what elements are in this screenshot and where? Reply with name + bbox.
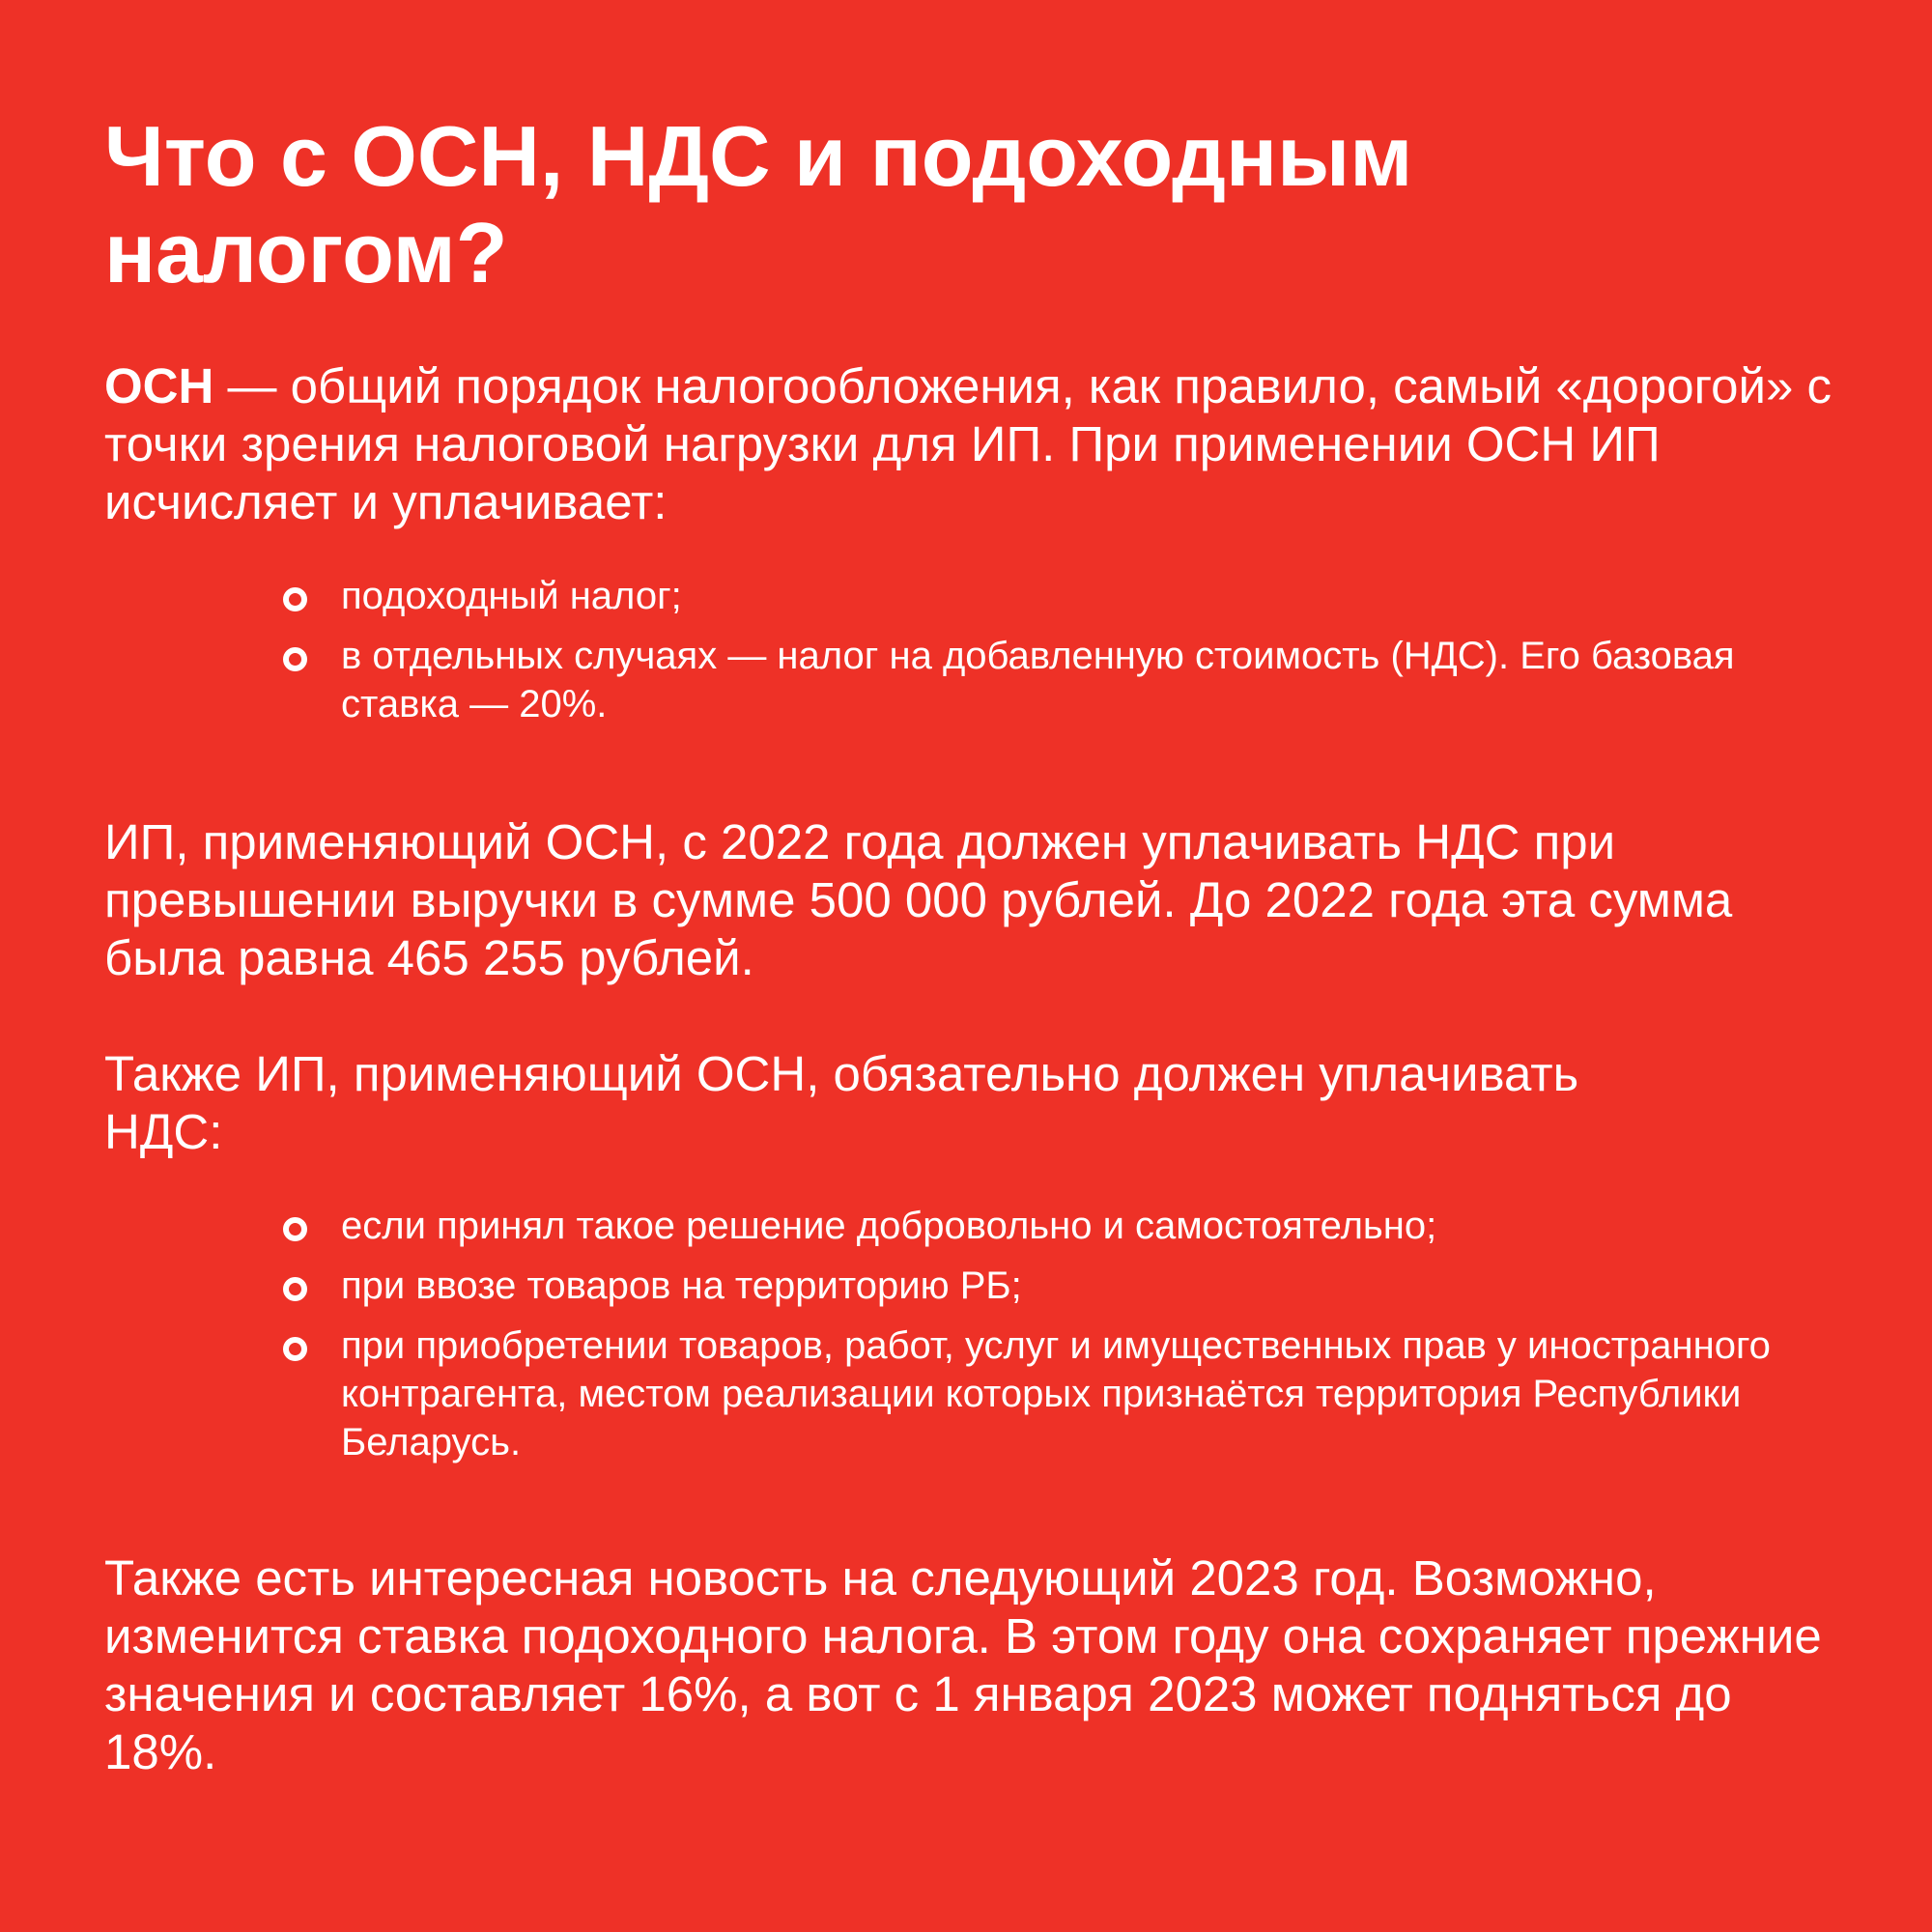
vat-cases-list [104,1202,1843,1466]
list-item-text: подоходный налог; [341,575,682,617]
list-item-text: при приобретении товаров, работ, услуг и имущественных прав у иностранного контрагента, местом реализации которых признаётся территория Республики Беларусь. [341,1324,1771,1463]
list-item [341,632,1848,728]
tax-list [104,572,1843,728]
vat-threshold-paragraph: ИП, применяющий ОСН, с 2022 года должен уплачивать НДС при превышении выручки в сумме 500 000 рублей. До 2022 года эта сумма была равна 465 255 рублей. [104,814,1733,985]
intro-paragraph [104,357,1833,531]
page-title: Что с ОСН, НДС и подоходным налогом? [104,108,1413,300]
intro-term: ОСН [104,358,214,413]
bullet-icon [283,587,307,611]
list-item-text: в отдельных случаях — налог на добавленную стоимость (НДС). Его базовая ставка — 20%. [341,635,1735,725]
intro-text: — общий порядок налогообложения, как правило, самый «дорогой» с точки зрения налоговой нагрузки для ИП. При применении ОСН ИП исчисляет и уплачивает: [104,358,1832,529]
list-item [341,1202,1848,1250]
bullet-icon [283,1217,307,1241]
list-item-text: при ввозе товаров на территорию РБ; [341,1264,1022,1307]
vat-obligation-paragraph: Также ИП, применяющий ОСН, обязательно должен уплачивать НДС: [104,1046,1579,1159]
bullet-icon [283,1277,307,1301]
article [104,108,1843,1781]
bullet-icon [283,1337,307,1361]
bullet-icon [283,647,307,671]
list-item [341,1262,1848,1310]
list-item-text: если принял такое решение добровольно и самостоятельно; [341,1205,1437,1247]
list-item [341,1321,1848,1466]
list-item [341,572,1848,620]
news-paragraph: Также есть интересная новость на следующий 2023 год. Возможно, изменится ставка подоходного налога. В этом году она сохраняет прежние значения и составляет 16%, а вот с 1 января 2023 может подняться до 18%. [104,1550,1822,1779]
